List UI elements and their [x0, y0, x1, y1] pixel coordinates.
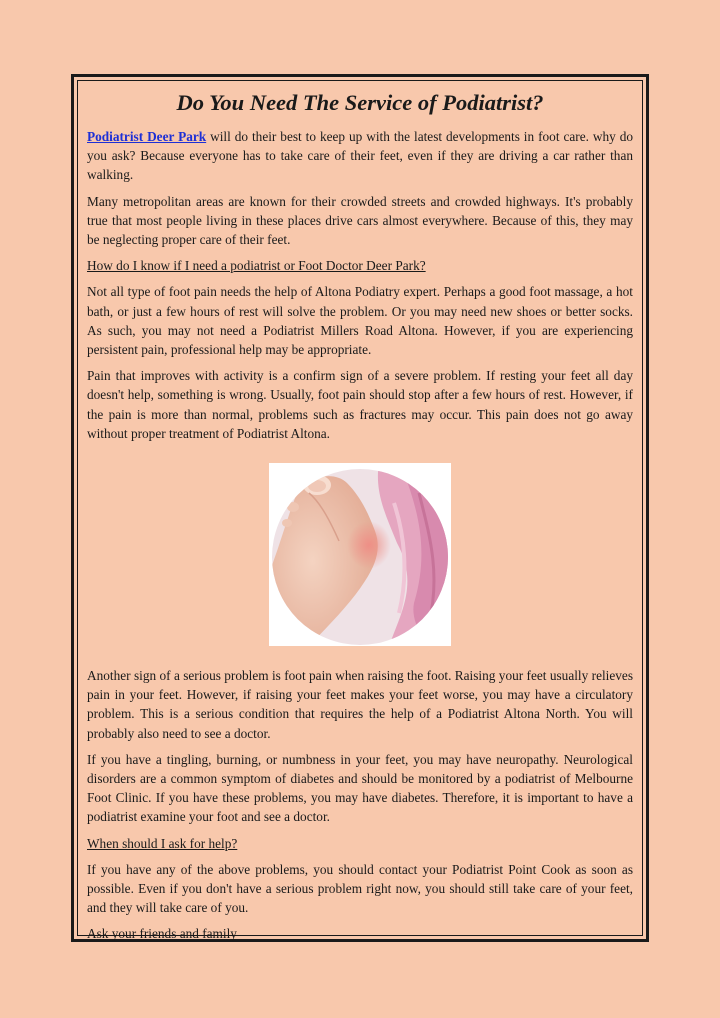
paragraph-foot-pain: Not all type of foot pain needs the help of Altona Podiatry expert. Perhaps a good foot massage, a hot bath, or just a few hours of rest will solve the problem. Or you may need new shoes or better socks. As such, you may not need a Podiatrist Millers Road Altona. However, if you are experiencing persistent pain, professional help may be appropriate. — [87, 284, 633, 358]
bunion-foot-image — [269, 463, 451, 646]
subheading-need-podiatrist: How do I know if I need a podiatrist or Foot Doctor Deer Park? — [87, 258, 426, 274]
subheading-ask-help: When should I ask for help? — [87, 835, 238, 851]
paragraph-contact: If you have any of the above problems, you should contact your Podiatrist Point Cook as soon as possible. Even if you don't have a serious problem right now, you should still take care of your feet, and they will take care of you. — [87, 861, 633, 916]
subheading-friends-family: Ask your friends and family — [87, 926, 237, 942]
document-body — [87, 88, 633, 951]
paragraph-activity-pain: Pain that improves with activity is a confirm sign of a severe problem. If resting your feet all day doesn't help, something is wrong. Usually, foot pain should stop after a few hours of rest. However, if the pain is more than normal, problems such as fractures may occur. This pain does not go away without proper treatment of Podiatrist Altona. — [87, 368, 633, 441]
paragraph-neuropathy: If you have a tingling, burning, or numbness in your feet, you may have neuropathy. Neurological disorders are a common symptom of diabetes and should be monitored by a podiatrist of Melbourne Foot Clinic. If you have these problems, you may have diabetes. Therefore, it is important to have a podiatrist examine your foot and see a doctor. — [87, 751, 633, 825]
intro-paragraph — [87, 127, 633, 185]
paragraph-raising-foot: Another sign of a serious problem is foot pain when raising the foot. Raising your feet usually relieves pain in your feet. However, if raising your feet makes your feet worse, you may have a circulatory problem. This is a serious condition that requires the help of a Podiatrist Altona North. You will probably also need to see a doctor. — [87, 668, 633, 741]
podiatrist-deer-park-link[interactable]: Podiatrist Deer Park — [87, 129, 207, 144]
foot-illustration — [269, 463, 451, 646]
intro-text: will do their best to keep up with the latest developments in foot care. why do you ask? Because everyone has to take care of their feet, even if they are driving a car rather than walking. — [87, 129, 633, 183]
paragraph-metropolitan: Many metropolitan areas are known for their crowded streets and crowded highways. It's probably true that most people living in these places drive cars almost everywhere. Because of this, they may be neglecting proper care of their feet. — [87, 193, 633, 248]
document-title: Do You Need The Service of Podiatrist? — [176, 90, 544, 115]
